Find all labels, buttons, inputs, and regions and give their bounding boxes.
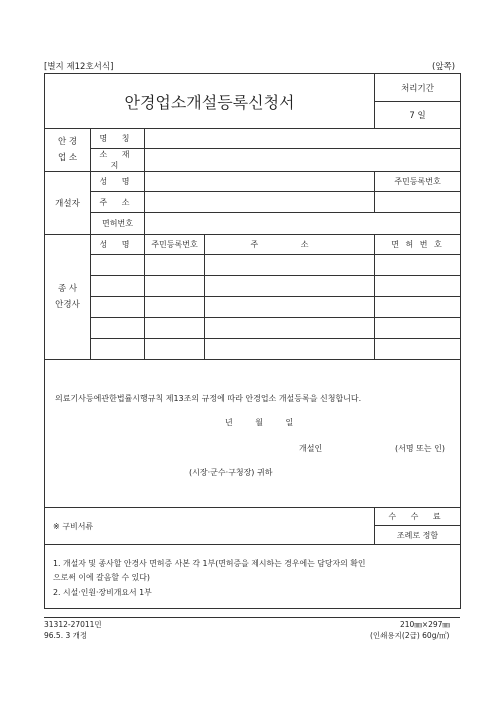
founder-name-label: 성 명 [91, 172, 145, 192]
optician-row-address[interactable] [205, 318, 375, 339]
optician-row-address[interactable] [205, 339, 375, 360]
signature-label: (서명 또는 인) [395, 444, 445, 453]
optician-row-license[interactable] [375, 318, 461, 339]
optician-row-license[interactable] [375, 339, 461, 360]
optician-row-rrn[interactable] [145, 255, 205, 276]
optician-row-name[interactable] [91, 276, 145, 297]
form-code: 31312-27011민 [44, 620, 102, 629]
fee-label: 수 수 료 [375, 508, 461, 526]
optician-row-name[interactable] [91, 297, 145, 318]
optician-row-license[interactable] [375, 276, 461, 297]
optician-row-rrn[interactable] [145, 297, 205, 318]
application-form [44, 73, 461, 609]
store-address-label: 소 재 지 [91, 149, 145, 172]
store-section-label: 안 경 업 소 [45, 129, 91, 172]
date-label: 년 월 일 [225, 418, 304, 427]
optician-row-address[interactable] [205, 297, 375, 318]
required-documents-label: ※ 구비서류 [45, 508, 375, 545]
document-item-1-line-1: 1. 개설자 및 종사할 안경사 면허증 사본 각 1부(면허증을 제시하는 경우에는 담당자의 확인 [53, 559, 366, 568]
form-number-label: [별지 제12호서식] [44, 62, 114, 72]
optician-row-license[interactable] [375, 255, 461, 276]
optician-row-address[interactable] [205, 276, 375, 297]
paper-spec: (인쇄용지(2급) 60g/㎡) [370, 631, 450, 640]
founder-address-label: 주 소 [91, 192, 145, 213]
founder-section-label: 개설자 [45, 172, 91, 235]
founder-license-label: 면허번호 [91, 213, 145, 235]
optician-col-address: 주 소 [205, 235, 375, 255]
documents-list [45, 545, 461, 609]
optician-row-name[interactable] [91, 255, 145, 276]
store-name-label: 명 칭 [91, 129, 145, 149]
optician-row-address[interactable] [205, 255, 375, 276]
optician-row-name[interactable] [91, 318, 145, 339]
footer-rule [44, 617, 460, 618]
fee-value: 조례로 정함 [375, 526, 461, 545]
processing-period-value: 7 일 [375, 102, 461, 129]
founder-name-field[interactable] [145, 172, 375, 192]
optician-row-rrn[interactable] [145, 318, 205, 339]
founder-license-field[interactable] [145, 213, 461, 235]
optician-row-license[interactable] [375, 297, 461, 318]
document-item-1-line-2: 으로써 이에 갈음할 수 있다) [53, 573, 150, 582]
optician-row-rrn[interactable] [145, 276, 205, 297]
statement-text: 의료기사등에관한법률시행규칙 제13조의 규정에 따라 안경업소 개설등록을 신청합니다. [55, 394, 362, 403]
processing-period-label: 처리기간 [375, 74, 461, 102]
optician-col-rrn: 주민등록번호 [145, 235, 205, 255]
founder-address-field[interactable] [145, 192, 375, 213]
form-title: 안경업소개설등록신청서 [45, 74, 375, 129]
statement-block [45, 360, 461, 508]
optician-section-label: 종 사 안경사 [45, 235, 91, 360]
recipient-label: (시장·군수·구청장) 귀하 [189, 468, 273, 477]
optician-row-rrn[interactable] [145, 339, 205, 360]
founder-rrn-field[interactable] [375, 192, 461, 213]
optician-col-license: 면 허 번 호 [375, 235, 461, 255]
optician-row-name[interactable] [91, 339, 145, 360]
founder-rrn-label: 주민등록번호 [375, 172, 461, 192]
document-item-2: 2. 시설·인원·장비개요서 1부 [53, 588, 152, 597]
optician-col-name: 성 명 [91, 235, 145, 255]
store-address-field[interactable] [145, 149, 461, 172]
applicant-label: 개설인 [299, 444, 323, 453]
page-side-label: (앞쪽) [432, 62, 456, 72]
revision-date: 96.5. 3 개정 [44, 631, 88, 640]
paper-size: 210㎜×297㎜ [400, 620, 450, 629]
store-name-field[interactable] [145, 129, 461, 149]
